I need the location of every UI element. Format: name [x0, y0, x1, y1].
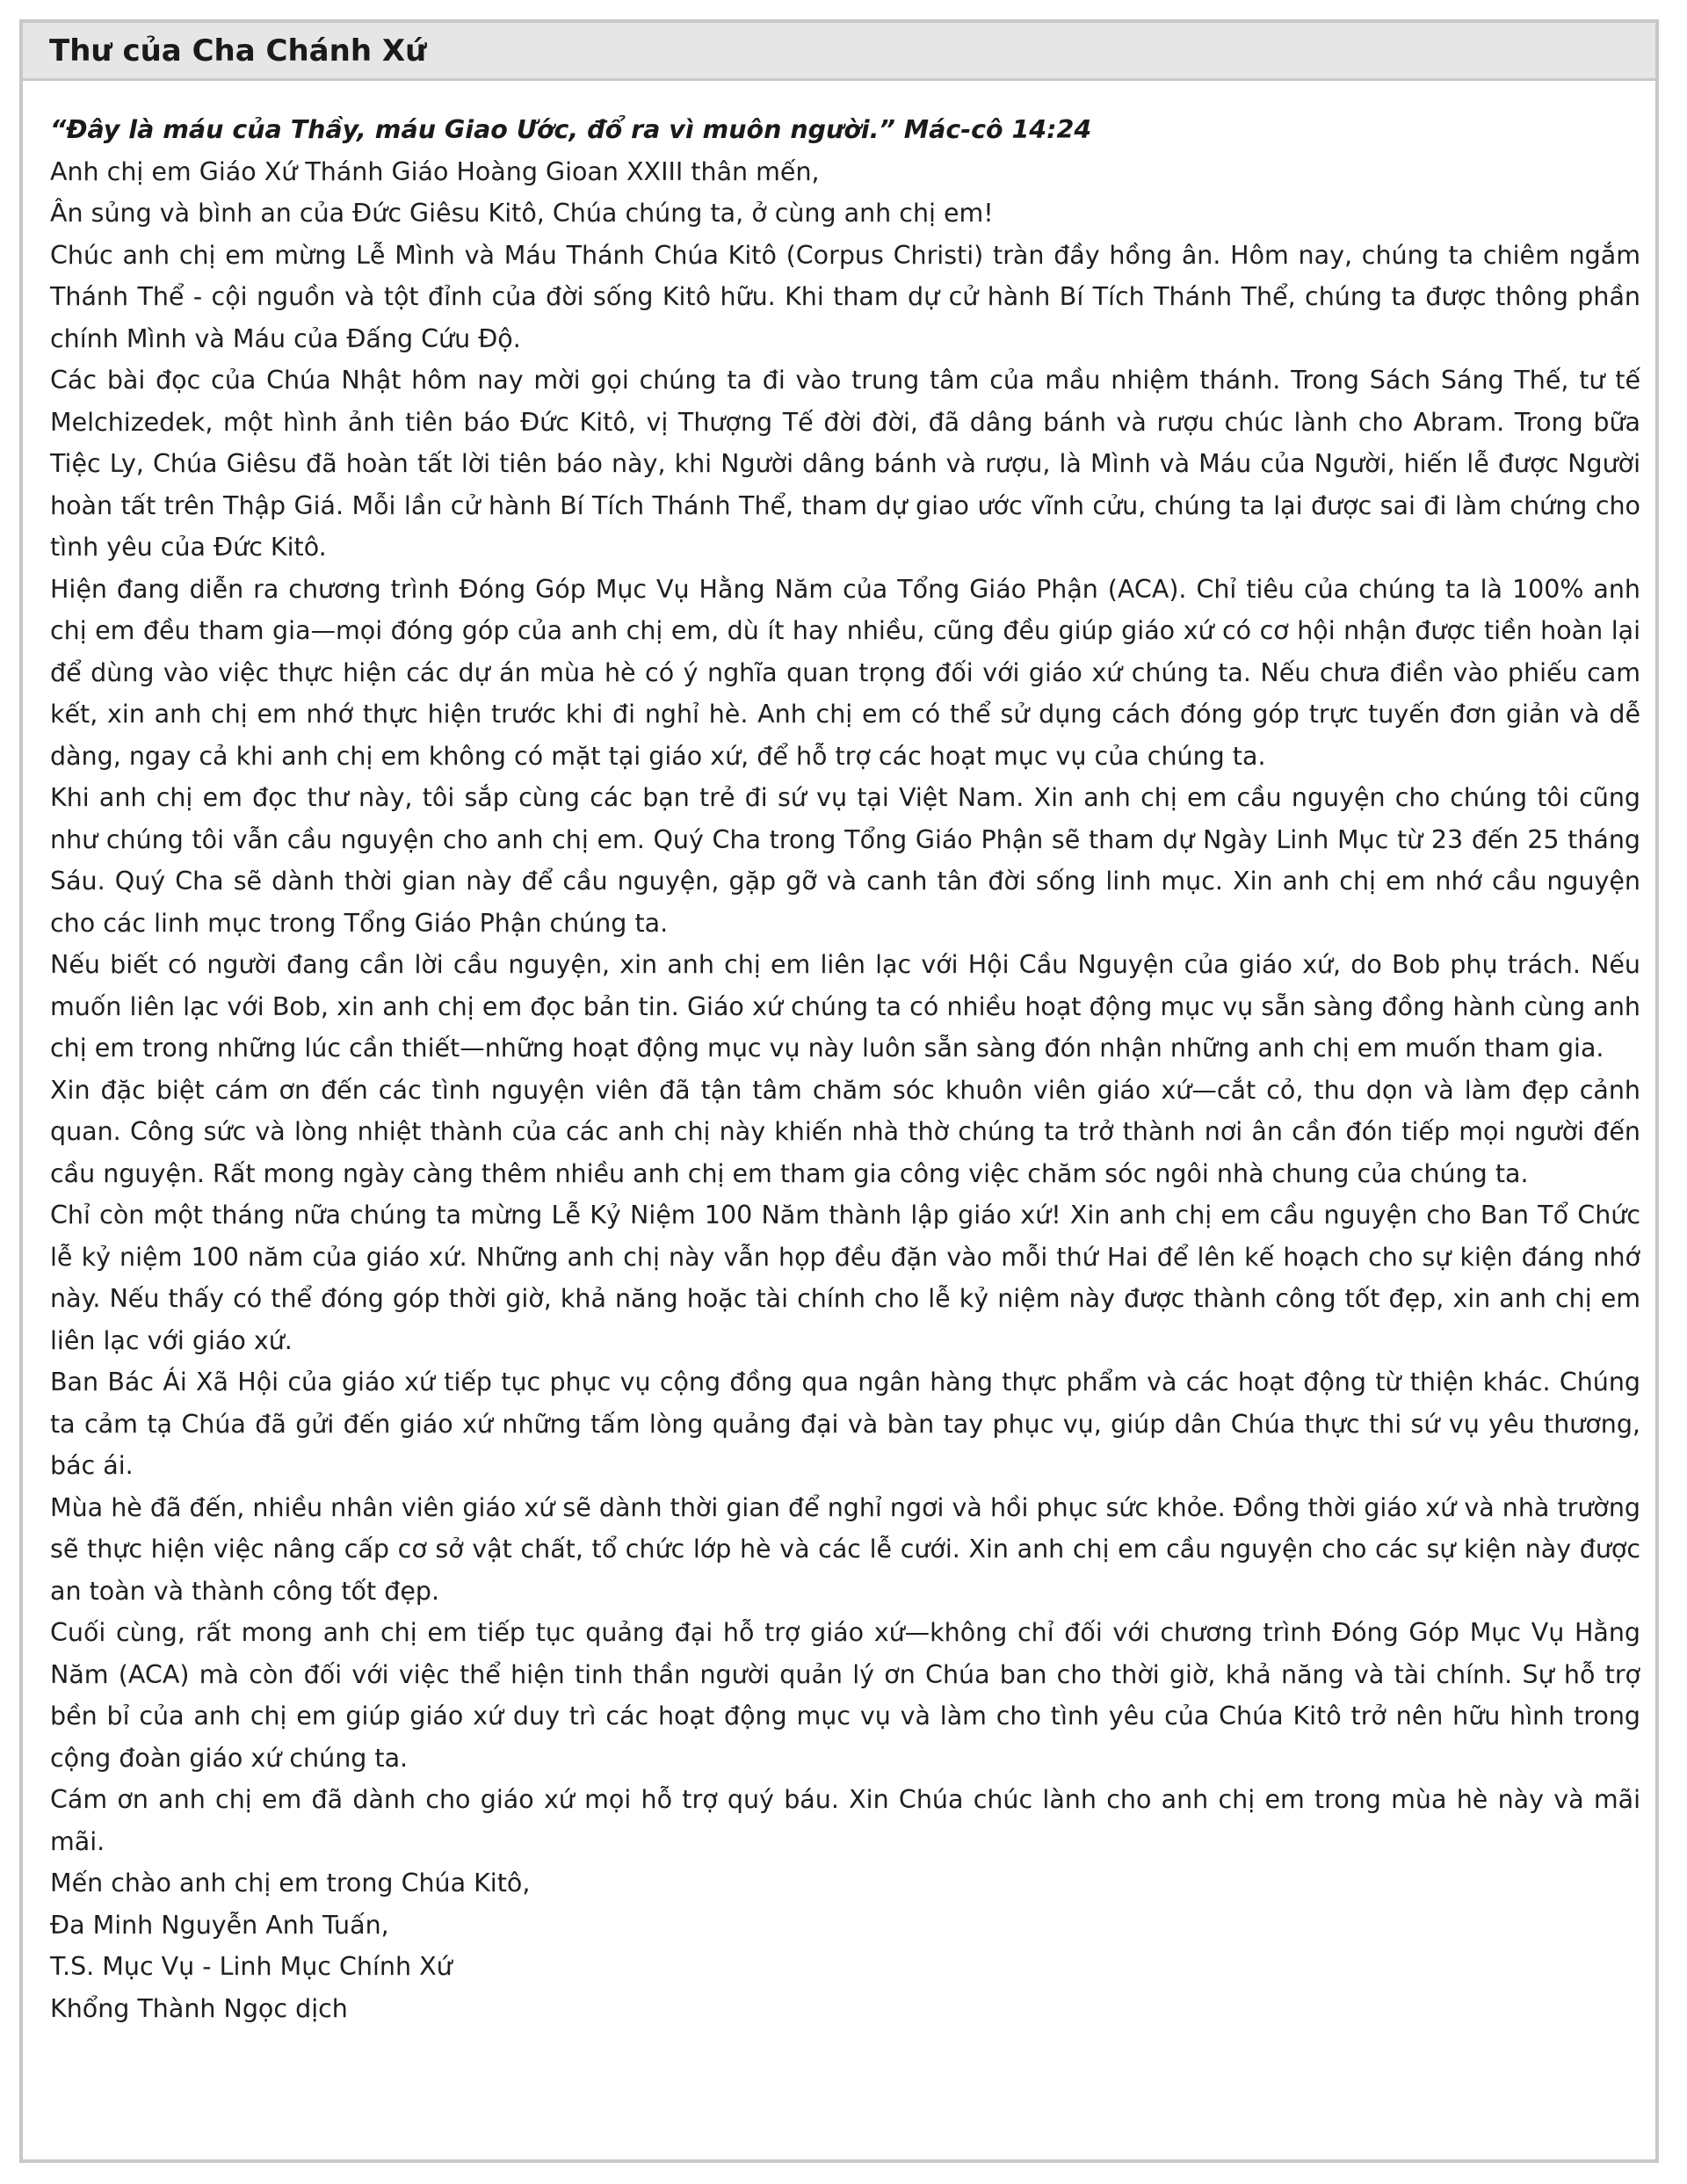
paragraph: Cuối cùng, rất mong anh chị em tiếp tục quảng đại hỗ trợ giáo xứ—không chỉ đối với chương trình Đóng Góp Mục Vụ Hằng Năm (ACA) mà còn đối với việc thể hiện tinh thần người quản lý ơn Chúa ban cho thời giờ, khả năng và tài chính. Sự hỗ trợ bền bỉ của anh chị em giúp giáo xứ duy trì các hoạt động mục vụ và làm cho tình yêu của Chúa Kitô trở nên hữu hình trong cộng đoàn giáo xứ chúng ta. — [50, 1618, 1640, 1773]
paragraph: Nếu biết có người đang cần lời cầu nguyện, xin anh chị em liên lạc với Hội Cầu Nguyện của giáo xứ, do Bob phụ trách. Nếu muốn liên lạc với Bob, xin anh chị em đọc bản tin. Giáo xứ chúng ta có nhiều hoạt động mục vụ sẵn sàng đồng hành cùng anh chị em trong những lúc cần thiết—những hoạt động mục vụ này luôn sẵn sàng đón nhận những anh chị em muốn tham gia. — [50, 950, 1640, 1063]
paragraph: Khi anh chị em đọc thư này, tôi sắp cùng các bạn trẻ đi sứ vụ tại Việt Nam. Xin anh chị em cầu nguyện cho chúng tôi cũng như chúng tôi vẫn cầu nguyện cho anh chị em. Quý Cha trong Tổng Giáo Phận sẽ tham dự Ngày Linh Mục từ 23 đến 25 tháng Sáu. Quý Cha sẽ dành thời gian này để cầu nguyện, gặp gỡ và canh tân đời sống linh mục. Xin anh chị em nhớ cầu nguyện cho các linh mục trong Tổng Giáo Phận chúng ta. — [50, 783, 1640, 938]
translator-credit: Khổng Thành Ngọc dịch — [50, 1993, 348, 2023]
scripture-quote: “Đây là máu của Thầy, máu Giao Ước, đổ ra vì muôn người.” Mác-cô 14:24 — [50, 115, 1092, 144]
letter-panel — [19, 19, 1659, 2163]
signature-title: T.S. Mục Vụ - Linh Mục Chính Xứ — [50, 1952, 453, 1981]
page-title: Thư của Cha Chánh Xứ — [49, 33, 427, 69]
paragraph: Xin đặc biệt cám ơn đến các tình nguyện viên đã tận tâm chăm sóc khuôn viên giáo xứ—cắt cỏ, thu dọn và làm đẹp cảnh quan. Công sức và lòng nhiệt thành của các anh chị này khiến nhà thờ chúng ta trở thành nơi ân cần đón tiếp mọi người đến cầu nguyện. Rất mong ngày càng thêm nhiều anh chị em tham gia công việc chăm sóc ngôi nhà chung của chúng ta. — [50, 1075, 1640, 1188]
paragraph: Các bài đọc của Chúa Nhật hôm nay mời gọi chúng ta đi vào trung tâm của mầu nhiệm thánh. Trong Sách Sáng Thế, tư tế Melchizedek, một hình ảnh tiên báo Đức Kitô, vị Thượng Tế đời đời, đã dâng bánh và rượu chúc lành cho Abram. Trong bữa Tiệc Ly, Chúa Giêsu đã hoàn tất lời tiên báo này, khi Người dâng bánh và rượu, là Mình và Máu của Người, hiến lễ được Người hoàn tất trên Thập Giá. Mỗi lần cử hành Bí Tích Thánh Thể, tham dự giao ước vĩnh cửu, chúng ta lại được sai đi làm chứng cho tình yêu của Đức Kitô. — [50, 366, 1640, 562]
paragraph: Chỉ còn một tháng nữa chúng ta mừng Lễ Kỷ Niệm 100 Năm thành lập giáo xứ! Xin anh chị em cầu nguyện cho Ban Tổ Chức lễ kỷ niệm 100 năm của giáo xứ. Những anh chị này vẫn họp đều đặn vào mỗi thứ Hai để lên kế hoạch cho sự kiện đáng nhớ này. Nếu thấy có thể đóng góp thời giờ, khả năng hoặc tài chính cho lễ kỷ niệm này được thành công tốt đẹp, xin anh chị em liên lạc với giáo xứ. — [50, 1201, 1640, 1355]
blessing-line: Ân sủng và bình an của Đức Giêsu Kitô, Chúa chúng ta, ở cùng anh chị em! — [50, 199, 994, 228]
paragraph: Mùa hè đã đến, nhiều nhân viên giáo xứ sẽ dành thời gian để nghỉ ngơi và hồi phục sức khỏe. Đồng thời giáo xứ và nhà trường sẽ thực hiện việc nâng cấp cơ sở vật chất, tổ chức lớp hè và các lễ cưới. Xin anh chị em cầu nguyện cho các sự kiện này được an toàn và thành công tốt đẹp. — [50, 1492, 1640, 1606]
paragraph: Cám ơn anh chị em đã dành cho giáo xứ mọi hỗ trợ quý báu. Xin Chúa chúc lành cho anh chị em trong mùa hè này và mãi mãi. — [50, 1785, 1640, 1856]
greeting-line: Anh chị em Giáo Xứ Thánh Giáo Hoàng Gioan XXIII thân mến, — [50, 156, 820, 186]
paragraph: Chúc anh chị em mừng Lễ Mình và Máu Thánh Chúa Kitô (Corpus Christi) tràn đầy hồng ân. Hôm nay, chúng ta chiêm ngắm Thánh Thể - cội nguồn và tột đỉnh của đời sống Kitô hữu. Khi tham dự cử hành Bí Tích Thánh Thể, chúng ta được thông phần chính Mình và Máu của Đấng Cứu Độ. — [50, 240, 1640, 353]
paragraph: Ban Bác Ái Xã Hội của giáo xứ tiếp tục phục vụ cộng đồng qua ngân hàng thực phẩm và các hoạt động từ thiện khác. Chúng ta cảm tạ Chúa đã gửi đến giáo xứ những tấm lòng quảng đại và bàn tay phục vụ, giúp dân Chúa thực thi sứ vụ yêu thương, bác ái. — [50, 1368, 1640, 1480]
signature-name: Đa Minh Nguyễn Anh Tuấn, — [50, 1910, 389, 1940]
letter-body — [50, 109, 1640, 2029]
paragraph: Hiện đang diễn ra chương trình Đóng Góp Mục Vụ Hằng Năm của Tổng Giáo Phận (ACA). Chỉ tiêu của chúng ta là 100% anh chị em đều tham gia—mọi đóng góp của anh chị em, dù ít hay nhiều, cũng đều giúp giáo xứ có cơ hội nhận được tiền hoàn lại để dùng vào việc thực hiện các dự án mùa hè có ý nghĩa quan trọng đối với giáo xứ chúng ta. Nếu chưa điền vào phiếu cam kết, xin anh chị em nhớ thực hiện trước khi đi nghỉ hè. Anh chị em có thể sử dụng cách đóng góp trực tuyến đơn giản và dễ dàng, ngay cả khi anh chị em không có mặt tại giáo xứ, để hỗ trợ các hoạt mục vụ của chúng ta. — [50, 574, 1640, 771]
closing-line: Mến chào anh chị em trong Chúa Kitô, — [50, 1868, 531, 1897]
header-bar — [23, 23, 1655, 81]
